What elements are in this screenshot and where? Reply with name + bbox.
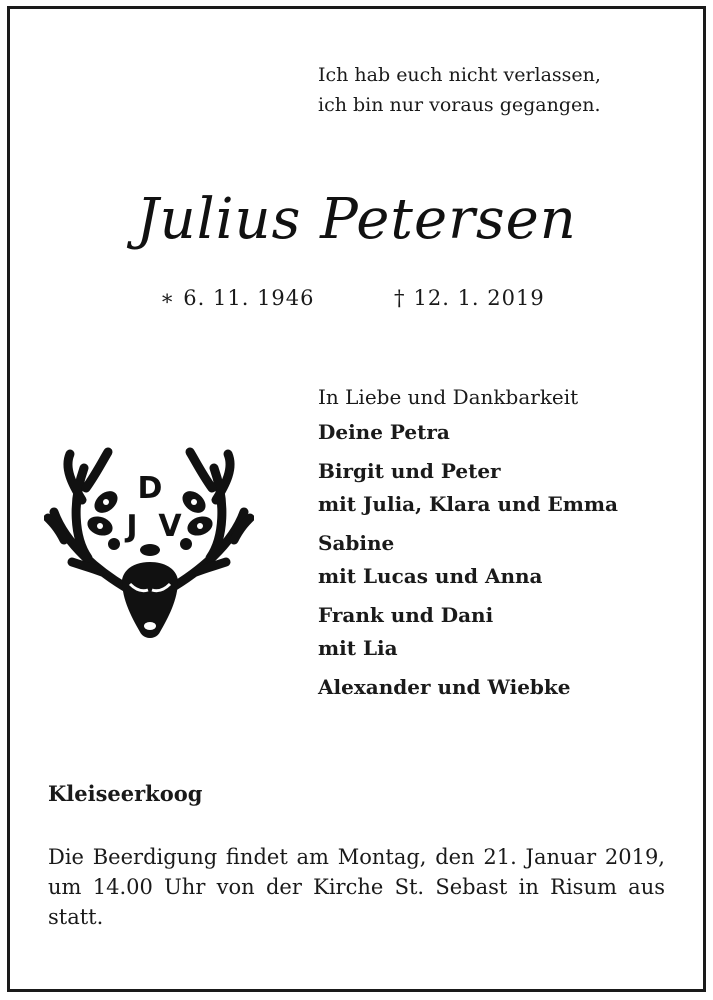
svg-text:J: J bbox=[126, 509, 138, 544]
mourner-line: Sabine bbox=[318, 531, 395, 555]
mourner-line: Alexander und Wiebke bbox=[318, 675, 571, 699]
birth-date bbox=[160, 283, 315, 313]
mourner-group bbox=[318, 671, 688, 704]
svg-text:D: D bbox=[137, 471, 163, 506]
mourners-list bbox=[318, 380, 688, 710]
mourner-group bbox=[318, 455, 688, 521]
place-name: Kleiseerkoog bbox=[48, 781, 203, 806]
funeral-notice: Die Beerdigung findet am Montag, den 21. Januar 2019, um 14.00 Uhr von der Kirche St. Sebast in Risum aus statt. bbox=[48, 845, 665, 929]
death-date-value: 12. 1. 2019 bbox=[413, 286, 545, 310]
death-cross-icon: † bbox=[394, 286, 406, 310]
svg-text:V: V bbox=[158, 509, 182, 544]
mourner-line: mit Lucas und Anna bbox=[318, 564, 543, 588]
motto-line-1: Ich hab euch nicht verlassen, bbox=[318, 64, 601, 86]
motto-quote bbox=[318, 60, 601, 120]
birth-star-icon: ∗ bbox=[160, 286, 176, 310]
djv-stag-emblem-icon bbox=[44, 440, 254, 650]
mourner-group bbox=[318, 599, 688, 665]
mourners-intro: In Liebe und Dankbarkeit bbox=[318, 385, 579, 409]
mourner-line: mit Lia bbox=[318, 636, 398, 660]
mourner-group bbox=[318, 527, 688, 593]
mourner-line: Frank und Dani bbox=[318, 603, 494, 627]
mourner-line: Birgit und Peter bbox=[318, 459, 501, 483]
birth-date-value: 6. 11. 1946 bbox=[183, 286, 315, 310]
mourner-line: mit Julia, Klara und Emma bbox=[318, 492, 618, 516]
deceased-name: Julius Petersen bbox=[136, 187, 577, 252]
motto-line-2: ich bin nur voraus gegangen. bbox=[318, 94, 601, 116]
mourner-group bbox=[318, 416, 688, 449]
mourner-line: Deine Petra bbox=[318, 420, 450, 444]
death-date bbox=[394, 283, 545, 313]
